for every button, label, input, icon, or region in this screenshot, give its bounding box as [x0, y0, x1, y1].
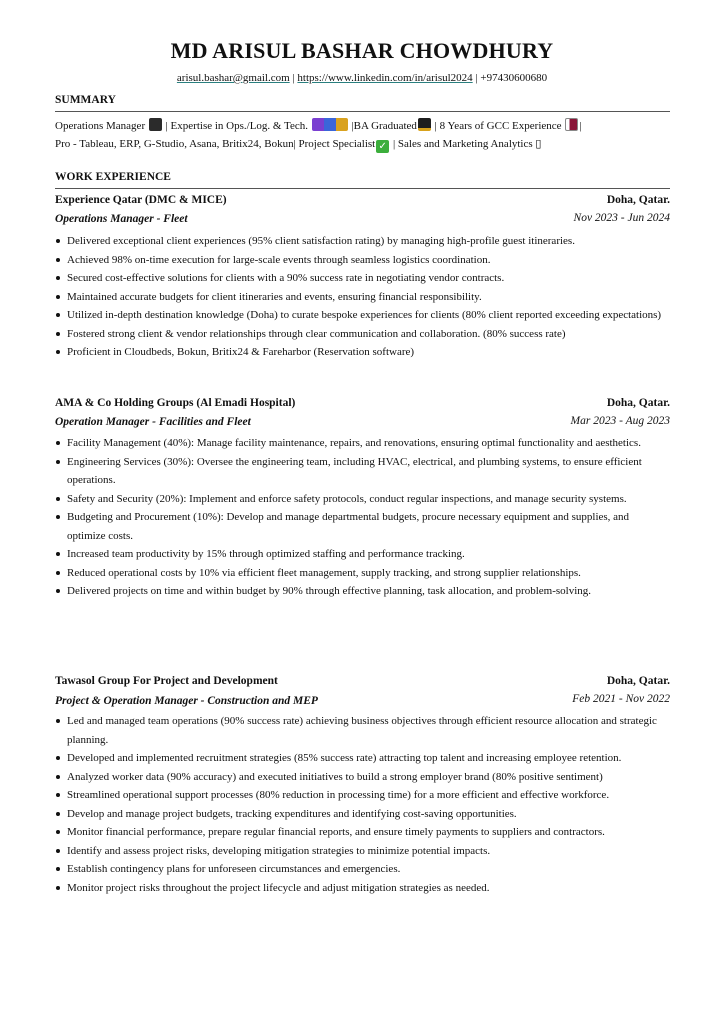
gear-emoji-icon: [149, 118, 162, 131]
job-location: Doha, Qatar.: [606, 397, 670, 409]
job-dates: Mar 2023 - Aug 2023: [570, 415, 670, 427]
job-dates: Feb 2021 - Nov 2022: [572, 693, 670, 705]
company-name: AMA & Co Holding Groups (Al Emadi Hospital): [55, 397, 296, 409]
contact-separator: |: [289, 72, 298, 84]
list-item: Identify and assess project risks, developing mitigation strategies to minimize potential impacts.: [55, 842, 665, 861]
list-item: Facility Management (40%): Manage facility maintenance, repairs, and renovations, ensuring optimal functionality and aesthetics.: [55, 434, 665, 453]
check-mark-icon: ✓: [376, 140, 389, 153]
job-role: Operation Manager - Facilities and Fleet: [55, 416, 251, 428]
list-item: Develop and manage project budgets, tracking expenditures and identifying cost-saving opportunities.: [55, 805, 665, 824]
company-name: Tawasol Group For Project and Development: [55, 675, 278, 687]
list-item: Led and managed team operations (90% success rate) achieving business objectives through efficient resource allocation and strategic planning.: [55, 712, 665, 749]
list-item: Analyzed worker data (90% accuracy) and executed initiatives to build a strong employer brand (80% positive sentiment): [55, 768, 665, 787]
list-item: Establish contingency plans for unforeseen circumstances and emergencies.: [55, 860, 665, 879]
work-experience-heading: WORK EXPERIENCE: [55, 171, 171, 183]
summary-text: |: [579, 120, 582, 132]
summary-line-2: [55, 137, 675, 153]
list-item: Budgeting and Procurement (10%): Develop and manage departmental budgets, procure necessary equipment and supplies, and optimize costs.: [55, 508, 665, 545]
summary-text: Pro - Tableau, ERP, G-Studio, Asana, Britix24, Bokun| Project Specialist: [55, 138, 376, 150]
list-item: Secured cost-effective solutions for clients with a 90% success rate in negotiating vendor contracts.: [55, 269, 665, 288]
summary-text: Operations Manager: [55, 120, 148, 132]
list-item: Safety and Security (20%): Implement and enforce safety protocols, conduct regular inspections, and manage security systems.: [55, 490, 665, 509]
list-item: Maintained accurate budgets for client itineraries and events, ensuring financial responsibility.: [55, 288, 665, 307]
job-role: Project & Operation Manager - Construction and MEP: [55, 695, 318, 707]
list-item: Streamlined operational support processes (80% reduction in processing time) for a more efficient and effective workforce.: [55, 786, 665, 805]
list-item: Increased team productivity by 15% through optimized staffing and performance tracking.: [55, 545, 665, 564]
list-item: Monitor project risks throughout the project lifecycle and adjust mitigation strategies as needed.: [55, 879, 665, 898]
linkedin-link[interactable]: https://www.linkedin.com/in/arisul2024: [297, 72, 473, 84]
section-divider: [55, 188, 670, 189]
list-item: Reduced operational costs by 10% via efficient fleet management, supply tracking, and strong supplier relationships.: [55, 564, 665, 583]
summary-text: | Expertise in Ops./Log. & Tech.: [162, 120, 311, 132]
contact-line: [0, 72, 724, 84]
company-name: Experience Qatar (DMC & MICE): [55, 194, 227, 206]
list-item: Monitor financial performance, prepare regular financial reports, and ensure timely payments to suppliers and contractors.: [55, 823, 665, 842]
list-item: Utilized in-depth destination knowledge (Doha) to curate bespoke experiences for clients (80% client reported exceeding expectations): [55, 306, 665, 325]
summary-heading: SUMMARY: [55, 94, 116, 106]
email-link[interactable]: arisul.bashar@gmail.com: [176, 72, 290, 84]
phone-number: +97430600680: [480, 72, 548, 84]
summary-text: | Sales and Marketing Analytics ▯: [390, 138, 542, 150]
list-item: Developed and implemented recruitment strategies (85% success rate) attracting top talent and increasing employee retention.: [55, 749, 665, 768]
list-item: Delivered projects on time and within budget by 90% through effective planning, task allocation, and problem-solving.: [55, 582, 665, 601]
summary-text: | 8 Years of GCC Experience: [431, 120, 565, 132]
list-item: Achieved 98% on-time execution for large-scale events through seamless logistics coordination.: [55, 251, 665, 270]
job-location: Doha, Qatar.: [606, 194, 670, 206]
graduation-cap-icon: [418, 118, 431, 131]
job-location: Doha, Qatar.: [606, 675, 670, 687]
qatar-flag-icon: [565, 118, 578, 131]
job-dates: Nov 2023 - Jun 2024: [573, 212, 670, 224]
job-bullets: [55, 232, 665, 362]
job-bullets: [55, 434, 665, 601]
job-bullets: [55, 712, 665, 897]
tech-emoji-icon: [312, 118, 348, 131]
summary-line-1: [55, 118, 675, 132]
contact-separator: |: [472, 72, 481, 84]
section-divider: [55, 111, 670, 112]
job-role: Operations Manager - Fleet: [55, 213, 188, 225]
summary-text: |BA Graduated: [348, 120, 417, 132]
list-item: Proficient in Cloudbeds, Bokun, Britix24 & Fareharbor (Reservation software): [55, 343, 665, 362]
list-item: Delivered exceptional client experiences (95% client satisfaction rating) by managing high-profile guest itineraries.: [55, 232, 665, 251]
list-item: Engineering Services (30%): Oversee the engineering team, including HVAC, electrical, and plumbing systems, to ensure efficient operations.: [55, 453, 665, 490]
candidate-name: MD ARISUL BASHAR CHOWDHURY: [170, 38, 554, 63]
list-item: Fostered strong client & vendor relationships through clear communication and collaboration. (80% success rate): [55, 325, 665, 344]
